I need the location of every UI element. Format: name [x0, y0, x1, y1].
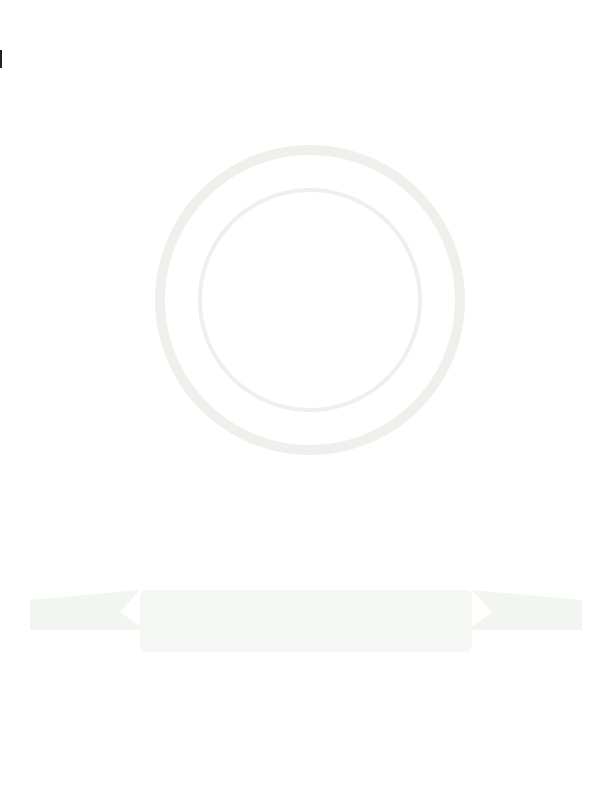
page-edge-mark: [0, 50, 2, 68]
globe-emblem: [160, 150, 460, 450]
banner-ribbon: [30, 590, 582, 652]
